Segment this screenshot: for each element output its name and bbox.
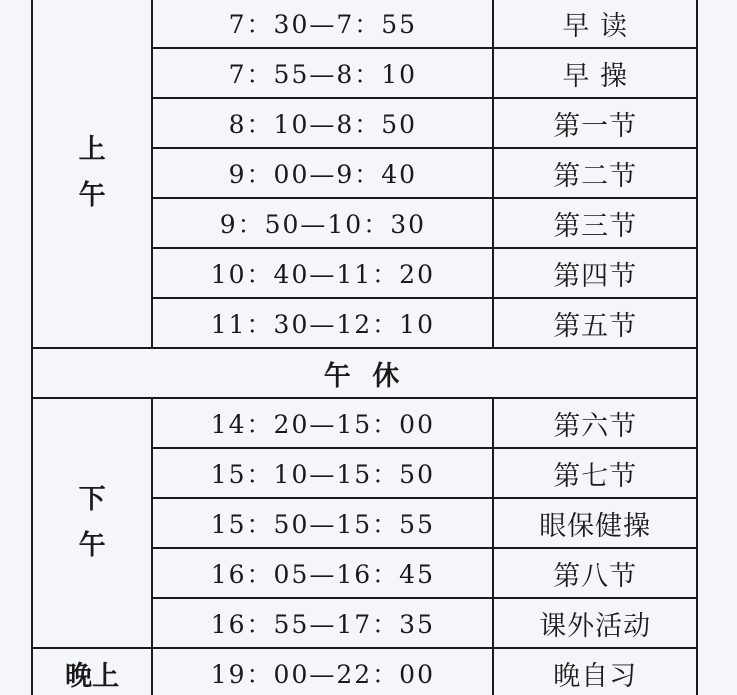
schedule-table [31,0,698,695]
activity-cell: 眼保健操 [493,498,697,548]
table-row [32,0,697,48]
noon-break-cell: 午 休 [32,348,697,398]
time-cell: 15：50—15：55 [152,498,493,548]
time-cell: 16：05—16：45 [152,548,493,598]
time-cell: 15：10—15：50 [152,448,493,498]
activity-cell: 早 读 [493,0,697,48]
activity-cell: 早 操 [493,48,697,98]
time-cell: 14：20—15：00 [152,398,493,448]
period-morning-label-2: 午 [78,180,106,211]
activity-cell: 第六节 [493,398,697,448]
table-row-noon-break [32,348,697,398]
table-row [32,648,697,695]
time-cell: 9：50—10：30 [152,198,493,248]
time-cell: 9：00—9：40 [152,148,493,198]
period-afternoon-label-2: 午 [78,530,106,561]
activity-cell: 晚自习 [493,648,697,695]
time-cell: 10：40—11：20 [152,248,493,298]
activity-cell: 第五节 [493,298,697,348]
period-morning-cell [32,0,152,348]
time-cell: 7：30—7：55 [152,0,493,48]
activity-cell: 课外活动 [493,598,697,648]
activity-cell: 第二节 [493,148,697,198]
period-afternoon-label-1: 下 [78,484,106,515]
time-cell: 8：10—8：50 [152,98,493,148]
time-cell: 11：30—12：10 [152,298,493,348]
time-cell: 7：55—8：10 [152,48,493,98]
time-cell: 16：55—17：35 [152,598,493,648]
activity-cell: 第八节 [493,548,697,598]
activity-cell: 第四节 [493,248,697,298]
period-evening-cell: 晚上 [32,648,152,695]
activity-cell: 第七节 [493,448,697,498]
activity-cell: 第三节 [493,198,697,248]
activity-cell: 第一节 [493,98,697,148]
time-cell: 19：00—22：00 [152,648,493,695]
period-morning-label-1: 上 [78,134,106,165]
period-afternoon-cell [32,398,152,648]
table-row [32,398,697,448]
